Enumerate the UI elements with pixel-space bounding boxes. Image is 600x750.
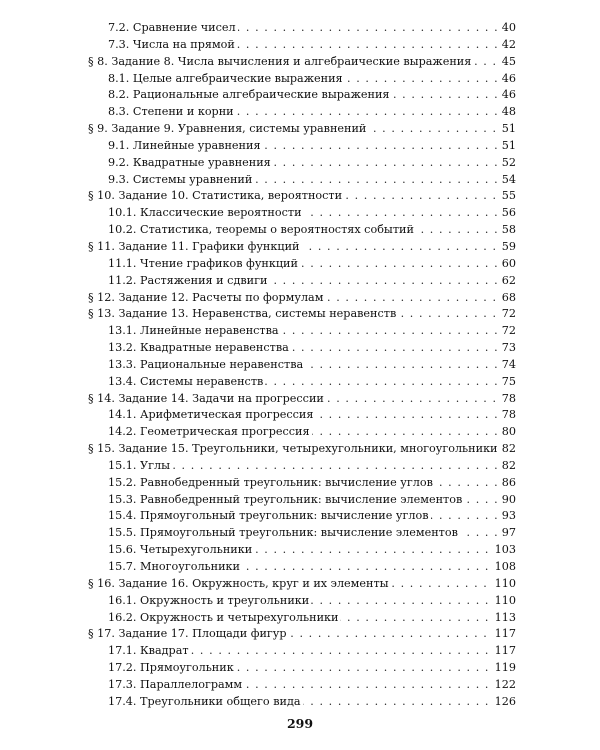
table-of-contents xyxy=(0,20,600,711)
toc-subsection-entry xyxy=(0,20,600,37)
toc-section-entry xyxy=(0,626,600,643)
toc-entry-page: 46 xyxy=(499,87,516,104)
toc-entry-title: 13.2. Квадратные неравенства xyxy=(108,340,291,357)
toc-entry-page: 93 xyxy=(499,508,516,525)
toc-subsection-entry xyxy=(0,256,600,273)
toc-entry-title: 11.1. Чтение графиков функций xyxy=(108,256,300,273)
toc-section-entry xyxy=(0,441,600,458)
toc-entry-title: 8.1. Целые алгебраические выражения xyxy=(108,71,345,88)
toc-entry-title: 8.3. Степени и корни xyxy=(108,104,236,121)
toc-entry-page: 86 xyxy=(499,475,516,492)
toc-entry-title: 16.2. Окружность и четырехугольники xyxy=(108,610,340,627)
toc-subsection-entry xyxy=(0,104,600,121)
toc-entry-title: 7.2. Сравнение чисел xyxy=(108,20,238,37)
toc-subsection-entry xyxy=(0,643,600,660)
toc-subsection-entry xyxy=(0,340,600,357)
toc-subsection-entry xyxy=(0,407,600,424)
toc-entry-page: 42 xyxy=(499,37,516,54)
toc-entry-title: 8.2. Рациональные алгебраические выражения xyxy=(108,87,391,104)
toc-subsection-entry xyxy=(0,475,600,492)
toc-subsection-entry xyxy=(0,458,600,475)
toc-entry-title: 17.4. Треугольники общего вида xyxy=(108,694,303,711)
toc-entry-title: 9.3. Системы уравнений xyxy=(108,172,254,189)
toc-entry-title: 15.3. Равнобедренный треугольник: вычисление элементов xyxy=(108,492,464,509)
toc-subsection-entry xyxy=(0,357,600,374)
toc-entry-title: 7.3. Числа на прямой xyxy=(108,37,237,54)
toc-subsection-entry xyxy=(0,138,600,155)
toc-entry-title: 13.1. Линейные неравенства xyxy=(108,323,281,340)
toc-subsection-entry xyxy=(0,677,600,694)
toc-entry-page: 59 xyxy=(499,239,516,256)
toc-subsection-entry xyxy=(0,37,600,54)
toc-section-entry xyxy=(0,188,600,205)
toc-subsection-entry xyxy=(0,222,600,239)
toc-entry-page: 117 xyxy=(492,626,516,643)
toc-subsection-entry xyxy=(0,610,600,627)
page-number: 299 xyxy=(286,716,314,731)
toc-subsection-entry xyxy=(0,205,600,222)
toc-subsection-entry xyxy=(0,508,600,525)
toc-entry-page: 46 xyxy=(499,71,516,88)
toc-entry-title: § 16. Задание 16. Окружность, круг и их элементы xyxy=(88,576,391,593)
toc-entry-page: 117 xyxy=(492,643,516,660)
toc-section-entry xyxy=(0,306,600,323)
toc-entry-page: 110 xyxy=(492,576,516,593)
toc-entry-page: 56 xyxy=(499,205,516,222)
toc-subsection-entry xyxy=(0,323,600,340)
toc-entry-page: 51 xyxy=(499,138,516,155)
toc-subsection-entry xyxy=(0,374,600,391)
toc-entry-page: 78 xyxy=(499,407,516,424)
toc-entry-page: 82 xyxy=(499,458,516,475)
toc-entry-title: 15.4. Прямоугольный треугольник: вычисление углов xyxy=(108,508,431,525)
toc-entry-title: § 12. Задание 12. Расчеты по формулам xyxy=(88,290,325,307)
toc-entry-title: 13.3. Рациональные неравенства xyxy=(108,357,305,374)
toc-subsection-entry xyxy=(0,424,600,441)
toc-section-entry xyxy=(0,391,600,408)
toc-entry-title: 14.1. Арифметическая прогрессия xyxy=(108,407,315,424)
toc-entry-page: 60 xyxy=(499,256,516,273)
toc-entry-page: 72 xyxy=(499,323,516,340)
toc-subsection-entry xyxy=(0,525,600,542)
toc-entry-page: 113 xyxy=(492,610,516,627)
toc-entry-page: 72 xyxy=(499,306,516,323)
toc-entry-title: 17.2. Прямоугольник xyxy=(108,660,236,677)
toc-section-entry xyxy=(0,239,600,256)
toc-entry-title: 10.1. Классические вероятности xyxy=(108,205,304,222)
toc-entry-title: 11.2. Растяжения и сдвиги xyxy=(108,273,269,290)
toc-entry-title: 16.1. Окружность и треугольники xyxy=(108,593,311,610)
toc-subsection-entry xyxy=(0,87,600,104)
toc-entry-title: § 8. Задание 8. Числа вычисления и алгебраические выражения xyxy=(88,54,473,71)
toc-section-entry xyxy=(0,576,600,593)
toc-entry-page: 62 xyxy=(499,273,516,290)
toc-subsection-entry xyxy=(0,694,600,711)
toc-subsection-entry xyxy=(0,542,600,559)
toc-entry-page: 110 xyxy=(492,593,516,610)
toc-entry-page: 52 xyxy=(499,155,516,172)
toc-section-entry xyxy=(0,54,600,71)
toc-entry-page: 68 xyxy=(499,290,516,307)
toc-entry-title: § 15. Задание 15. Треугольники, четырехугольники, многоугольники xyxy=(88,441,500,458)
toc-entry-title: § 14. Задание 14. Задачи на прогрессии xyxy=(88,391,326,408)
toc-entry-page: 78 xyxy=(499,391,516,408)
toc-entry-title: 17.3. Параллелограмм xyxy=(108,677,244,694)
toc-subsection-entry xyxy=(0,71,600,88)
toc-entry-page: 108 xyxy=(492,559,516,576)
toc-entry-page: 97 xyxy=(499,525,516,542)
toc-entry-page: 75 xyxy=(499,374,516,391)
toc-subsection-entry xyxy=(0,660,600,677)
toc-entry-page: 48 xyxy=(499,104,516,121)
toc-entry-title: 15.7. Многоугольники xyxy=(108,559,242,576)
toc-entry-title: 9.2. Квадратные уравнения xyxy=(108,155,273,172)
toc-entry-title: 9.1. Линейные уравнения xyxy=(108,138,263,155)
toc-entry-title: § 11. Задание 11. Графики функций xyxy=(88,239,302,256)
toc-entry-title: § 17. Задание 17. Площади фигур xyxy=(88,626,289,643)
toc-entry-page: 90 xyxy=(499,492,516,509)
toc-entry-title: 13.4. Системы неравенств xyxy=(108,374,265,391)
toc-entry-page: 126 xyxy=(492,694,516,711)
toc-entry-page: 40 xyxy=(499,20,516,37)
toc-entry-title: 14.2. Геометрическая прогрессия xyxy=(108,424,312,441)
toc-entry-title: 17.1. Квадрат xyxy=(108,643,191,660)
toc-subsection-entry xyxy=(0,593,600,610)
toc-entry-title: 15.5. Прямоугольный треугольник: вычисление элементов xyxy=(108,525,460,542)
toc-entry-page: 45 xyxy=(499,54,516,71)
toc-entry-title: § 13. Задание 13. Неравенства, системы неравенств xyxy=(88,306,398,323)
toc-entry-page: 122 xyxy=(492,677,516,694)
toc-section-entry xyxy=(0,121,600,138)
toc-entry-page: 119 xyxy=(492,660,516,677)
toc-entry-title: 15.2. Равнобедренный треугольник: вычисление углов xyxy=(108,475,435,492)
toc-subsection-entry xyxy=(0,155,600,172)
toc-entry-page: 73 xyxy=(499,340,516,357)
toc-entry-title: 15.1. Углы xyxy=(108,458,172,475)
toc-entry-page: 54 xyxy=(499,172,516,189)
toc-section-entry xyxy=(0,290,600,307)
toc-subsection-entry xyxy=(0,172,600,189)
toc-subsection-entry xyxy=(0,559,600,576)
toc-entry-title: 15.6. Четырехугольники xyxy=(108,542,254,559)
toc-entry-page: 51 xyxy=(499,121,516,138)
toc-entry-title: § 10. Задание 10. Статистика, вероятности xyxy=(88,188,344,205)
toc-entry-page: 82 xyxy=(499,441,516,458)
toc-entry-title: 10.2. Статистика, теоремы о вероятностях событий xyxy=(108,222,416,239)
toc-entry-page: 55 xyxy=(499,188,516,205)
toc-subsection-entry xyxy=(0,273,600,290)
toc-subsection-entry xyxy=(0,492,600,509)
toc-entry-page: 103 xyxy=(492,542,516,559)
toc-entry-page: 58 xyxy=(499,222,516,239)
toc-entry-page: 74 xyxy=(499,357,516,374)
toc-entry-page: 80 xyxy=(499,424,516,441)
toc-entry-title: § 9. Задание 9. Уравнения, системы уравнений xyxy=(88,121,368,138)
